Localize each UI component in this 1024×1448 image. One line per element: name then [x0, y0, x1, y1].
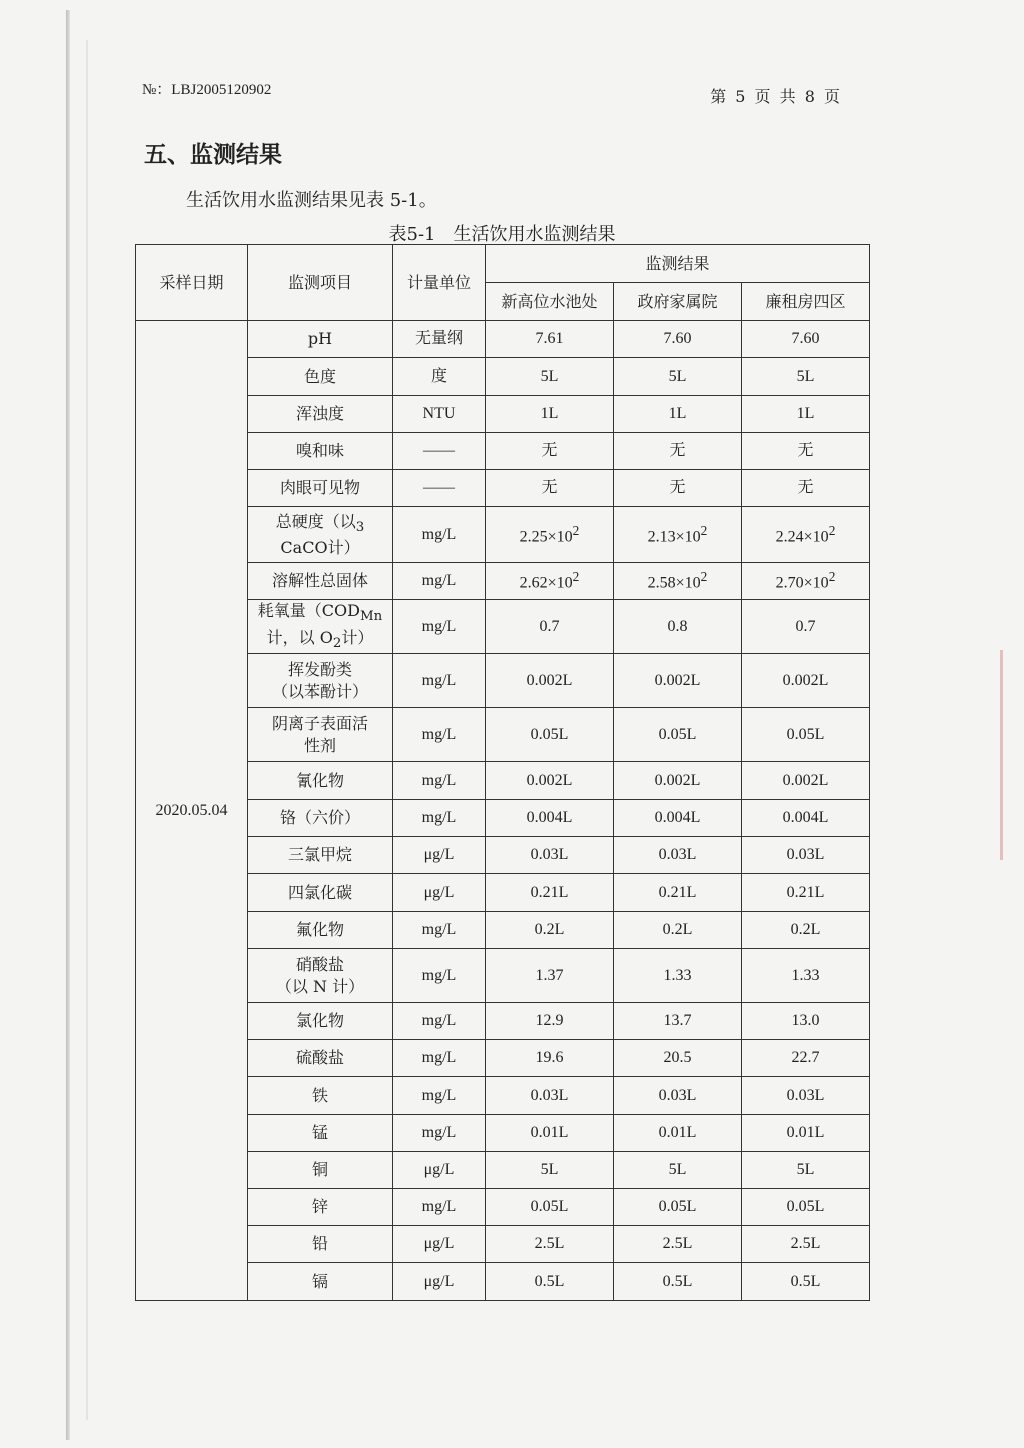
value-cell	[742, 358, 870, 396]
item-name: 四氯化碳	[287, 882, 352, 902]
value-cell	[614, 470, 742, 507]
item-cell	[248, 470, 393, 507]
value-text: 1L	[796, 405, 815, 423]
value-text: 5L	[796, 1161, 815, 1179]
item-cell	[248, 1152, 393, 1189]
unit-cell: 无量纲	[393, 321, 486, 358]
unit-cell: NTU	[393, 396, 486, 433]
item-name-line2: 计，以 O	[266, 627, 333, 647]
value-cell	[742, 800, 870, 837]
item-cell	[248, 1003, 393, 1040]
value-cell	[486, 563, 614, 600]
item-name: 阴离子表面活	[271, 713, 368, 733]
value-cell	[742, 433, 870, 470]
unit-cell: mg/L	[393, 507, 486, 563]
value-cell	[614, 912, 742, 949]
item-subscript: Mn	[359, 609, 383, 625]
value-cell	[742, 507, 870, 563]
value-text: 0.03L	[786, 1086, 825, 1104]
unit-cell: μg/L	[393, 1152, 486, 1189]
item-name-line2: CaCO	[280, 537, 328, 557]
unit-cell: 度	[393, 358, 486, 396]
value-text: 无	[669, 479, 686, 497]
unit-cell: mg/L	[393, 1115, 486, 1152]
red-seal-edge	[1000, 650, 1024, 860]
value-text: 无	[669, 442, 686, 460]
item-name-line2: （以 N 计）	[275, 976, 365, 996]
value-cell	[486, 600, 614, 654]
value-exponent: 2	[700, 569, 708, 585]
binding-shadow	[86, 40, 88, 1420]
value-cell	[614, 563, 742, 600]
unit-cell: μg/L	[393, 874, 486, 912]
item-cell	[248, 396, 393, 433]
item-name: 总硬度（以	[275, 511, 356, 531]
table-row	[136, 321, 870, 358]
header-date: 采样日期	[136, 245, 248, 321]
value-text: 0.002L	[526, 771, 573, 789]
item-name: 肉眼可见物	[279, 478, 360, 498]
value-cell	[614, 949, 742, 1003]
item-name: 锌	[311, 1197, 328, 1217]
value-cell	[614, 1115, 742, 1152]
value-cell	[486, 1263, 614, 1301]
value-cell	[486, 949, 614, 1003]
item-name: 硫酸盐	[295, 1048, 344, 1068]
item-cell	[248, 507, 393, 563]
results-body	[136, 321, 870, 1301]
value-text: 0.5L	[662, 1272, 693, 1290]
value-text: 2.5L	[662, 1235, 693, 1253]
value-text: 0.05L	[530, 1198, 569, 1216]
item-name: 锰	[311, 1123, 328, 1143]
value-cell	[742, 321, 870, 358]
item-cell	[248, 912, 393, 949]
unit-cell: μg/L	[393, 1263, 486, 1301]
value-cell	[486, 1115, 614, 1152]
unit-cell: mg/L	[393, 1040, 486, 1077]
section-title: 五、监测结果	[144, 142, 282, 168]
value-cell	[614, 1226, 742, 1263]
unit-cell: mg/L	[393, 949, 486, 1003]
value-cell	[742, 1115, 870, 1152]
header-result: 监测结果	[486, 245, 870, 283]
value-cell	[742, 1189, 870, 1226]
header-site-3: 廉租房四区	[742, 283, 870, 321]
item-name: 耗氧量（COD	[257, 601, 360, 621]
value-text: 13.7	[663, 1012, 692, 1030]
item-cell	[248, 837, 393, 874]
unit-cell: mg/L	[393, 1189, 486, 1226]
item-cell	[248, 762, 393, 800]
value-text: 1L	[540, 405, 559, 423]
value-text: 19.6	[535, 1049, 564, 1067]
value-text: 2.70×10	[775, 574, 829, 592]
value-text: 0.2L	[534, 921, 565, 939]
header-item: 监测项目	[248, 245, 393, 321]
item-name: 氟化物	[295, 920, 344, 940]
value-text: 0.05L	[658, 725, 697, 743]
item-cell	[248, 1077, 393, 1115]
item-name-line2-end: 计）	[327, 537, 360, 557]
value-text: 0.5L	[534, 1272, 565, 1290]
value-text: 0.05L	[786, 725, 825, 743]
value-cell	[486, 358, 614, 396]
item-cell	[248, 800, 393, 837]
value-text: 0.004L	[782, 809, 829, 827]
value-text: 0.7	[795, 617, 816, 635]
value-cell	[486, 321, 614, 358]
item-name: 挥发酚类	[287, 659, 352, 679]
value-cell	[742, 1152, 870, 1189]
value-cell	[486, 1226, 614, 1263]
value-cell	[614, 321, 742, 358]
value-text: 0.03L	[658, 846, 697, 864]
value-text: 0.2L	[790, 921, 821, 939]
value-text: 0.002L	[782, 771, 829, 789]
value-text: 20.5	[663, 1049, 692, 1067]
unit-cell: μg/L	[393, 837, 486, 874]
item-cell	[248, 1263, 393, 1301]
value-cell	[614, 654, 742, 708]
unit-cell: mg/L	[393, 563, 486, 600]
unit-cell: ——	[393, 470, 486, 507]
value-text: 0.8	[667, 617, 688, 635]
value-cell	[614, 1040, 742, 1077]
value-text: 0.002L	[526, 671, 573, 689]
value-cell	[742, 1263, 870, 1301]
value-text: 0.05L	[786, 1198, 825, 1216]
value-cell	[742, 762, 870, 800]
value-text: 5L	[540, 367, 559, 385]
value-text: 22.7	[791, 1049, 820, 1067]
item-cell	[248, 321, 393, 358]
value-text: 0.01L	[786, 1124, 825, 1142]
value-cell	[486, 470, 614, 507]
item-name: 溶解性总固体	[271, 571, 368, 591]
value-text: 0.7	[539, 617, 560, 635]
header-site-1: 新高位水池处	[486, 283, 614, 321]
unit-cell: mg/L	[393, 600, 486, 654]
value-cell	[742, 949, 870, 1003]
value-cell	[486, 1077, 614, 1115]
item-name-line2: （以苯酚计）	[271, 681, 368, 701]
item-cell	[248, 654, 393, 708]
value-exponent: 2	[828, 569, 836, 585]
value-cell	[742, 563, 870, 600]
value-text: 2.58×10	[647, 574, 701, 592]
value-text: 2.13×10	[647, 527, 701, 545]
item-name: 浑浊度	[295, 404, 344, 424]
item-name: 镉	[311, 1271, 328, 1291]
value-cell	[614, 396, 742, 433]
value-cell	[486, 874, 614, 912]
value-text: 0.01L	[658, 1124, 697, 1142]
value-cell	[614, 800, 742, 837]
value-cell	[486, 396, 614, 433]
value-cell	[742, 1003, 870, 1040]
value-exponent: 2	[572, 522, 580, 538]
value-text: 0.5L	[790, 1272, 821, 1290]
item-name: 氯化物	[295, 1011, 344, 1031]
value-cell	[742, 654, 870, 708]
value-cell	[614, 433, 742, 470]
value-cell	[614, 600, 742, 654]
item-name: 铬（六价）	[279, 808, 360, 828]
item-cell	[248, 874, 393, 912]
item-name-line2: 性剂	[303, 735, 336, 755]
item-name-line2-end: 计）	[341, 627, 374, 647]
item-cell	[248, 1189, 393, 1226]
item-cell	[248, 708, 393, 762]
item-cell	[248, 1115, 393, 1152]
item-name: 嗅和味	[295, 441, 344, 461]
value-text: 1.33	[663, 966, 692, 984]
value-cell	[742, 874, 870, 912]
unit-cell: mg/L	[393, 800, 486, 837]
value-cell	[486, 800, 614, 837]
value-cell	[742, 708, 870, 762]
value-text: 1.33	[791, 966, 820, 984]
value-text: 13.0	[791, 1012, 820, 1030]
value-cell	[614, 708, 742, 762]
value-cell	[614, 1003, 742, 1040]
value-cell	[614, 837, 742, 874]
value-cell	[486, 507, 614, 563]
item-name: 三氯甲烷	[287, 845, 352, 865]
header-site-2: 政府家属院	[614, 283, 742, 321]
value-cell	[742, 1077, 870, 1115]
value-cell	[742, 1226, 870, 1263]
value-cell	[486, 912, 614, 949]
value-text: 0.21L	[658, 883, 697, 901]
item-name: 硝酸盐	[295, 954, 344, 974]
value-cell	[614, 1152, 742, 1189]
value-text: 无	[541, 479, 558, 497]
value-cell	[486, 837, 614, 874]
value-text: 0.21L	[786, 883, 825, 901]
item-name: 氰化物	[295, 770, 344, 790]
value-cell	[742, 837, 870, 874]
value-text: 2.25×10	[519, 527, 573, 545]
value-text: 0.21L	[530, 883, 569, 901]
value-cell	[614, 507, 742, 563]
page-header	[142, 78, 842, 108]
value-cell	[486, 433, 614, 470]
unit-cell: mg/L	[393, 708, 486, 762]
value-text: 7.60	[663, 330, 692, 348]
value-text: 0.03L	[658, 1086, 697, 1104]
item-cell	[248, 563, 393, 600]
value-cell	[614, 1189, 742, 1226]
item-name: 铁	[311, 1085, 328, 1105]
value-text: 2.24×10	[775, 527, 829, 545]
value-text: 5L	[668, 1161, 687, 1179]
value-text: 2.62×10	[519, 574, 573, 592]
item-name: 铜	[311, 1160, 328, 1180]
value-text: 0.03L	[786, 846, 825, 864]
intro-paragraph: 生活饮用水监测结果见表 5-1。	[186, 190, 437, 211]
value-text: 0.2L	[662, 921, 693, 939]
value-text: 0.002L	[654, 771, 701, 789]
value-text: 1L	[668, 405, 687, 423]
value-text: 0.004L	[526, 809, 573, 827]
value-exponent: 2	[700, 522, 708, 538]
value-text: 0.01L	[530, 1124, 569, 1142]
value-text: 0.004L	[654, 809, 701, 827]
value-text: 无	[797, 479, 814, 497]
value-exponent: 2	[572, 569, 580, 585]
value-text: 0.002L	[782, 671, 829, 689]
item-cell	[248, 949, 393, 1003]
value-text: 无	[797, 442, 814, 460]
value-cell	[486, 1003, 614, 1040]
value-cell	[614, 1077, 742, 1115]
value-text: 12.9	[535, 1012, 564, 1030]
value-text: 5L	[540, 1161, 559, 1179]
value-text: 0.03L	[530, 846, 569, 864]
unit-cell: mg/L	[393, 654, 486, 708]
unit-cell: mg/L	[393, 912, 486, 949]
item-name: 铅	[311, 1234, 328, 1254]
value-cell	[486, 1189, 614, 1226]
value-cell	[614, 762, 742, 800]
value-cell	[742, 912, 870, 949]
value-cell	[742, 470, 870, 507]
item-cell	[248, 358, 393, 396]
unit-cell: mg/L	[393, 1003, 486, 1040]
value-cell	[486, 1040, 614, 1077]
unit-cell: mg/L	[393, 1077, 486, 1115]
value-text: 7.61	[535, 330, 564, 348]
item-name: pH	[307, 329, 333, 349]
item-subscript: 3	[355, 519, 365, 535]
item-subscript: 2	[332, 635, 342, 651]
unit-cell: μg/L	[393, 1226, 486, 1263]
value-cell	[486, 654, 614, 708]
value-text: 0.002L	[654, 671, 701, 689]
value-text: 2.5L	[790, 1235, 821, 1253]
table-caption: 表5-1 生活饮用水监测结果	[388, 224, 616, 245]
value-cell	[486, 708, 614, 762]
value-cell	[486, 1152, 614, 1189]
item-cell	[248, 1040, 393, 1077]
value-text: 2.5L	[534, 1235, 565, 1253]
item-name: 色度	[303, 366, 336, 386]
unit-cell: mg/L	[393, 762, 486, 800]
value-cell	[742, 600, 870, 654]
header-row	[136, 245, 870, 283]
value-text: 5L	[796, 367, 815, 385]
value-cell	[614, 874, 742, 912]
value-cell	[742, 1040, 870, 1077]
value-cell	[486, 762, 614, 800]
value-text: 5L	[668, 367, 687, 385]
value-cell	[614, 1263, 742, 1301]
header-unit: 计量单位	[393, 245, 486, 321]
report-number: №：LBJ2005120902	[142, 82, 272, 98]
item-cell	[248, 433, 393, 470]
page-number: 第 5 页 共 8 页	[710, 87, 842, 106]
value-text: 无	[541, 442, 558, 460]
value-text: 0.05L	[658, 1198, 697, 1216]
value-text: 1.37	[535, 966, 564, 984]
item-cell	[248, 600, 393, 654]
results-table	[135, 244, 870, 1301]
value-text: 0.05L	[530, 725, 569, 743]
unit-cell: ——	[393, 433, 486, 470]
value-exponent: 2	[828, 522, 836, 538]
item-cell	[248, 1226, 393, 1263]
sample-date-cell: 2020.05.04	[136, 321, 248, 1301]
value-text: 7.60	[791, 330, 820, 348]
value-cell	[614, 358, 742, 396]
value-text: 0.03L	[530, 1086, 569, 1104]
value-cell	[742, 396, 870, 433]
